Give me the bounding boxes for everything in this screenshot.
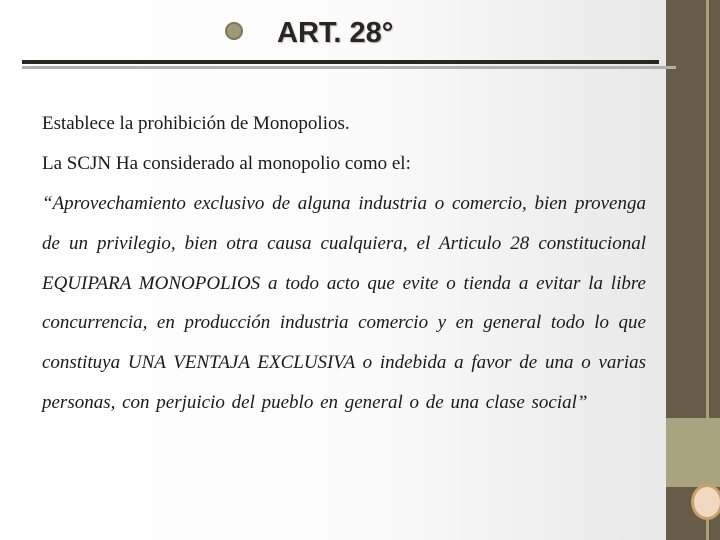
- title-bullet-icon: [225, 22, 243, 40]
- slide-title: ART. 28°: [277, 17, 394, 49]
- body-line-2: La SCJN Ha considerado al monopolio como el:: [42, 153, 411, 174]
- quote-paragraph: “Aprovechamiento exclusivo de alguna industria o comercio, bien provenga de un privilegio, bien otra causa cualquiera, el Articulo 28 constitucional EQUIPARA MONOPOLIOS a todo acto que evite o tienda a evitar la libre concurrencia, en producción industria comercio y en general todo lo que constituya UNA VENTAJA EXCLUSIVA o indebida a favor de una o varias personas, con perjuicio del pueblo en general o de una clase social”: [42, 193, 646, 413]
- title-rule-light: [22, 66, 676, 69]
- body-line-1: Establece la prohibición de Monopolios.: [42, 113, 350, 134]
- decorative-circle-icon: [691, 484, 720, 520]
- slide-body: [42, 104, 646, 423]
- decorative-band: [666, 418, 720, 487]
- title-rule-dark: [22, 60, 659, 64]
